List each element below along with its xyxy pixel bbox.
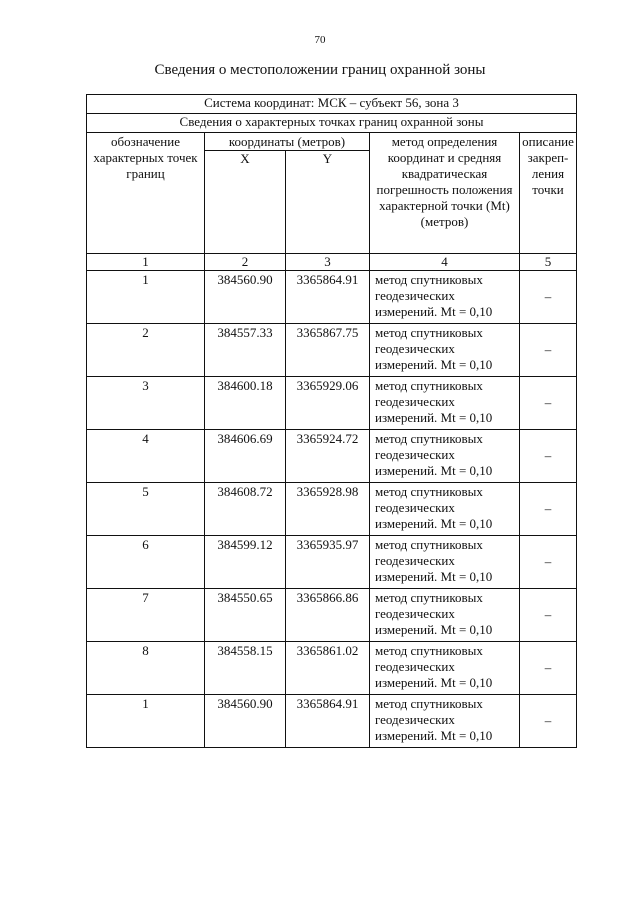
y-coordinate-cell: 3365935.97 [286, 536, 370, 589]
method-cell: метод спутниковых геодезических измерений. Mt = 0,10 [370, 271, 520, 324]
y-coordinate-cell: 3365867.75 [286, 324, 370, 377]
x-coordinate-cell: 384557.33 [205, 324, 286, 377]
y-coordinate-cell: 3365928.98 [286, 483, 370, 536]
table-row [87, 483, 577, 536]
table-row [87, 589, 577, 642]
column-number: 4 [370, 254, 520, 271]
table-row [87, 271, 577, 324]
method-cell: метод спутниковых геодезических измерений. Mt = 0,10 [370, 483, 520, 536]
method-header: метод определения координат и средняя квадратическая погрешность положения характерной точки (Mt) (метров) [370, 133, 520, 254]
x-coordinate-cell: 384600.18 [205, 377, 286, 430]
point-cell: 8 [87, 642, 205, 695]
table-row [87, 430, 577, 483]
table-row [87, 695, 577, 748]
description-cell: – [520, 271, 577, 324]
x-header: X [205, 151, 286, 254]
table-row [87, 642, 577, 695]
column-number: 2 [205, 254, 286, 271]
point-cell: 6 [87, 536, 205, 589]
point-cell: 1 [87, 695, 205, 748]
x-coordinate-cell: 384606.69 [205, 430, 286, 483]
table-row [87, 536, 577, 589]
method-cell: метод спутниковых геодезических измерений. Mt = 0,10 [370, 536, 520, 589]
x-coordinate-cell: 384599.12 [205, 536, 286, 589]
x-coordinate-cell: 384550.65 [205, 589, 286, 642]
description-cell: – [520, 642, 577, 695]
point-cell: 1 [87, 271, 205, 324]
x-coordinate-cell: 384608.72 [205, 483, 286, 536]
description-cell: – [520, 324, 577, 377]
coordinates-table [86, 94, 577, 748]
y-coordinate-cell: 3365929.06 [286, 377, 370, 430]
method-cell: метод спутниковых геодезических измерений. Mt = 0,10 [370, 695, 520, 748]
method-cell: метод спутниковых геодезических измерений. Mt = 0,10 [370, 642, 520, 695]
section-header: Сведения о характерных точках границ охранной зоны [87, 114, 577, 133]
column-number: 5 [520, 254, 577, 271]
description-cell: – [520, 695, 577, 748]
method-cell: метод спутниковых геодезических измерений. Mt = 0,10 [370, 377, 520, 430]
x-coordinate-cell: 384560.90 [205, 271, 286, 324]
point-cell: 3 [87, 377, 205, 430]
document-title: Сведения о местоположении границ охранной зоны [154, 62, 486, 78]
description-cell: – [520, 377, 577, 430]
y-coordinate-cell: 3365866.86 [286, 589, 370, 642]
y-coordinate-cell: 3365924.72 [286, 430, 370, 483]
point-cell: 5 [87, 483, 205, 536]
designation-header: обозначение характерных точек границ [87, 133, 205, 254]
point-cell: 4 [87, 430, 205, 483]
description-cell: – [520, 483, 577, 536]
x-coordinate-cell: 384558.15 [205, 642, 286, 695]
y-coordinate-cell: 3365861.02 [286, 642, 370, 695]
x-coordinate-cell: 384560.90 [205, 695, 286, 748]
column-number: 3 [286, 254, 370, 271]
column-number: 1 [87, 254, 205, 271]
column-number-row [87, 254, 577, 271]
coordinates-header: координаты (метров) [205, 133, 370, 151]
description-cell: – [520, 536, 577, 589]
point-cell: 7 [87, 589, 205, 642]
y-header: Y [286, 151, 370, 254]
table-row [87, 377, 577, 430]
y-coordinate-cell: 3365864.91 [286, 271, 370, 324]
y-coordinate-cell: 3365864.91 [286, 695, 370, 748]
description-cell: – [520, 589, 577, 642]
point-cell: 2 [87, 324, 205, 377]
coord-system-header: Система координат: МСК – субъект 56, зона 3 [87, 95, 577, 114]
description-header: описание закреп-ления точки [520, 133, 577, 254]
description-cell: – [520, 430, 577, 483]
method-cell: метод спутниковых геодезических измерений. Mt = 0,10 [370, 589, 520, 642]
method-cell: метод спутниковых геодезических измерений. Mt = 0,10 [370, 430, 520, 483]
method-cell: метод спутниковых геодезических измерений. Mt = 0,10 [370, 324, 520, 377]
table-row [87, 324, 577, 377]
page-number: 70 [314, 34, 326, 46]
